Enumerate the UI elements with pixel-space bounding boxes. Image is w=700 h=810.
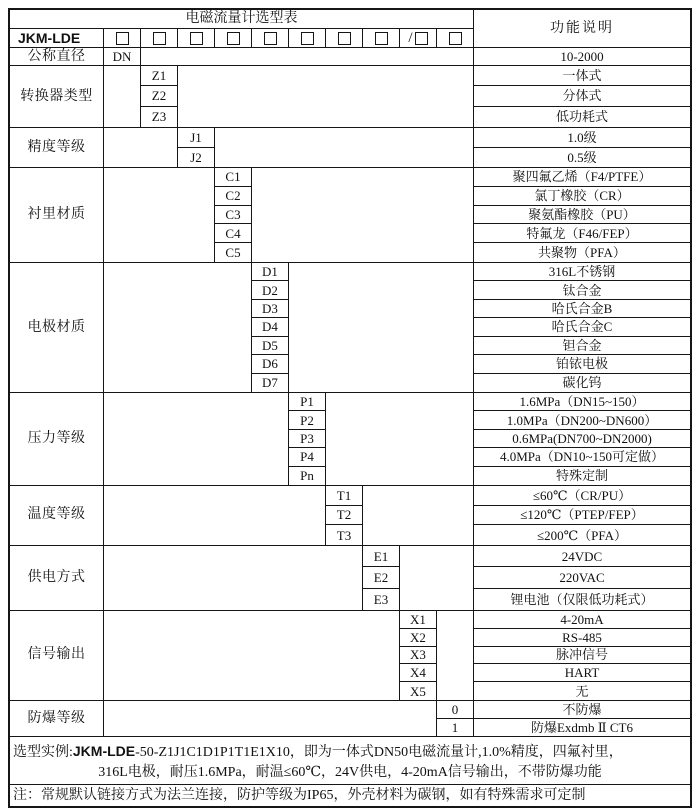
option-code: P1 [289, 393, 326, 411]
checkbox-icon[interactable] [190, 32, 203, 45]
option-code: 0 [437, 701, 474, 719]
option-code: D4 [252, 318, 289, 336]
left-filler-cell [104, 263, 252, 392]
option-code: C4 [215, 224, 252, 243]
option-function: 脉冲信号 [474, 647, 690, 665]
table-header [10, 10, 690, 47]
checkbox-icon[interactable] [116, 32, 129, 45]
selection-table [8, 8, 692, 808]
option-function: 一体式 [474, 66, 690, 86]
checkbox-icon[interactable] [301, 32, 314, 45]
example-line2: 316L电极，耐压1.6MPa，耐温≤60℃，24V供电，4-20mA信号输出，不带防爆功能 [98, 765, 602, 780]
option-code: P4 [289, 448, 326, 466]
option-code: D3 [252, 300, 289, 318]
checkbox-icon[interactable] [338, 32, 351, 45]
option-code: J1 [178, 128, 215, 148]
example-text: -50-Z1J1C1D1P1T1E1X10，即为一体式DN50电磁流量计,1.0%精度，四氟衬里， [135, 745, 623, 760]
option-code: E2 [363, 567, 400, 588]
option-function: ≤200℃（PFA） [536, 527, 628, 543]
option-function: 特氟龙（F46/FEP） [474, 224, 690, 243]
option-code: D2 [252, 281, 289, 299]
right-filler-cell [400, 546, 474, 610]
option-function: RS-485 [474, 629, 690, 647]
function-column-header: 功能说明 [550, 20, 614, 36]
option-function: 哈氏合金B [474, 300, 690, 318]
spec-section [10, 47, 690, 65]
option-function: 氯丁橡胶（CR） [474, 187, 690, 206]
model-checkbox-cell[interactable] [400, 29, 437, 47]
model-checkbox-cell[interactable] [104, 29, 141, 47]
right-filler-cell [252, 168, 474, 262]
option-function: 铂铱电极 [474, 355, 690, 373]
option-function: HART [474, 664, 690, 682]
left-filler-cell [104, 66, 141, 127]
option-code: 1 [437, 719, 474, 737]
left-filler-cell [104, 393, 289, 485]
left-filler-cell [104, 486, 326, 545]
option-code: E3 [363, 589, 400, 610]
left-filler-cell [104, 128, 178, 167]
section-label: 电极材质 [10, 263, 104, 392]
option-code: E1 [363, 546, 400, 567]
option-code: C1 [215, 168, 252, 187]
option-function: 10-2000 [560, 49, 604, 64]
option-function: 316L不锈钢 [474, 263, 690, 281]
option-function: 碳化钨 [562, 375, 602, 391]
example-line1 [10, 741, 690, 763]
option-code: T1 [326, 486, 363, 506]
option-code: D1 [252, 263, 289, 281]
checkbox-icon[interactable] [153, 32, 166, 45]
model-prefix: JKM-LDE [10, 29, 104, 47]
option-code: Z1 [141, 66, 178, 86]
spec-section [10, 545, 690, 610]
spec-section [10, 700, 690, 736]
option-function: 4-20mA [474, 611, 690, 629]
section-label: 精度等级 [10, 128, 104, 167]
option-function: 4.0MPa（DN10~150可定做） [474, 448, 690, 466]
section-label: 供电方式 [10, 546, 104, 610]
model-checkbox-cell[interactable] [363, 29, 400, 47]
slash-separator: / [408, 29, 413, 46]
option-code: P2 [289, 411, 326, 429]
section-label: 温度等级 [10, 486, 104, 545]
section-label: 压力等级 [10, 393, 104, 485]
right-filler-cell [141, 48, 474, 65]
checkbox-icon[interactable] [415, 32, 428, 45]
checkbox-icon[interactable] [227, 32, 240, 45]
model-checkbox-cell[interactable] [215, 29, 252, 47]
section-label: 公称直径 [10, 48, 104, 65]
option-function: 1.0MPa（DN200~DN600） [474, 411, 690, 429]
right-filler-cell [363, 486, 474, 545]
option-code: X1 [400, 611, 437, 629]
option-function: 共聚物（PFA） [538, 245, 626, 261]
section-label: 转换器类型 [10, 66, 104, 127]
option-function: 24VDC [474, 546, 690, 567]
checkbox-icon[interactable] [449, 32, 462, 45]
option-code: D6 [252, 355, 289, 373]
right-filler-cell [178, 66, 474, 127]
option-code: Pn [289, 467, 326, 485]
example-model: JKM-LDE [72, 743, 136, 759]
spec-section [10, 167, 690, 262]
option-code: X4 [400, 664, 437, 682]
spec-section [10, 65, 690, 127]
option-function: 聚氨酯橡胶（PU） [474, 206, 690, 225]
spec-section [10, 610, 690, 700]
option-code: DN [104, 48, 141, 65]
option-function: 钛合金 [474, 281, 690, 299]
option-code: C5 [215, 243, 252, 262]
option-function: 防爆Exdmb Ⅱ CT6 [530, 719, 633, 735]
right-filler-cell [326, 393, 474, 485]
option-function: 1.6MPa（DN15~150） [474, 393, 690, 411]
model-checkbox-cell[interactable] [252, 29, 289, 47]
model-checkbox-cell[interactable] [141, 29, 178, 47]
model-checkbox-cell[interactable] [437, 29, 474, 47]
option-function: 1.0级 [474, 128, 690, 148]
option-function: 不防爆 [474, 701, 690, 719]
option-code: Z2 [141, 86, 178, 106]
left-filler-cell [104, 701, 437, 736]
option-code: D7 [252, 374, 289, 392]
section-label: 衬里材质 [10, 168, 104, 262]
option-code: D5 [252, 337, 289, 355]
option-function: 低功耗式 [555, 109, 608, 125]
option-code: X2 [400, 629, 437, 647]
option-function: 聚四氟乙烯（F4/PTFE） [474, 168, 690, 187]
model-checkbox-cell[interactable] [326, 29, 363, 47]
option-function: 钽合金 [474, 337, 690, 355]
option-function: 0.6MPa(DN700~DN2000) [474, 430, 690, 448]
option-function: 无 [575, 683, 589, 699]
sections-container [10, 47, 690, 736]
option-function: 分体式 [474, 86, 690, 106]
table-title: 电磁流量计选型表 [10, 10, 474, 29]
option-function: 0.5级 [567, 149, 597, 165]
spec-section [10, 262, 690, 392]
option-function: ≤120℃（PTEP/FEP） [474, 506, 690, 526]
spec-section [10, 127, 690, 167]
option-code: C2 [215, 187, 252, 206]
left-filler-cell [104, 546, 363, 610]
checkbox-icon[interactable] [264, 32, 277, 45]
option-function: ≤60℃（CR/PU） [474, 486, 690, 506]
spec-section [10, 485, 690, 545]
right-filler-cell [215, 128, 474, 167]
example-label: 选型实例: [13, 745, 73, 760]
note-row: 注：常规默认链接方式为法兰连接，防护等级为IP65，外壳材料为碳钢，如有特殊需求可定制 [10, 784, 690, 806]
option-code: J2 [178, 148, 215, 168]
option-code: T3 [326, 525, 363, 545]
spec-section [10, 392, 690, 485]
left-filler-cell [104, 611, 400, 700]
checkbox-icon[interactable] [375, 32, 388, 45]
right-filler-cell [289, 263, 474, 392]
right-filler-cell [437, 611, 474, 700]
left-filler-cell [104, 168, 215, 262]
option-code: P3 [289, 430, 326, 448]
option-code: T2 [326, 506, 363, 526]
option-code: X3 [400, 647, 437, 665]
option-function: 哈氏合金C [474, 318, 690, 336]
model-checkbox-cell[interactable] [289, 29, 326, 47]
option-code: X5 [400, 682, 437, 700]
option-function: 特殊定制 [555, 468, 608, 484]
option-code: Z3 [141, 107, 178, 127]
model-checkbox-cell[interactable] [178, 29, 215, 47]
option-function: 220VAC [474, 567, 690, 588]
example-row [10, 736, 690, 784]
option-code: C3 [215, 206, 252, 225]
option-function: 锂电池（仅限低功耗式） [510, 591, 654, 607]
section-label: 防爆等级 [10, 701, 104, 736]
section-label: 信号输出 [10, 611, 104, 700]
